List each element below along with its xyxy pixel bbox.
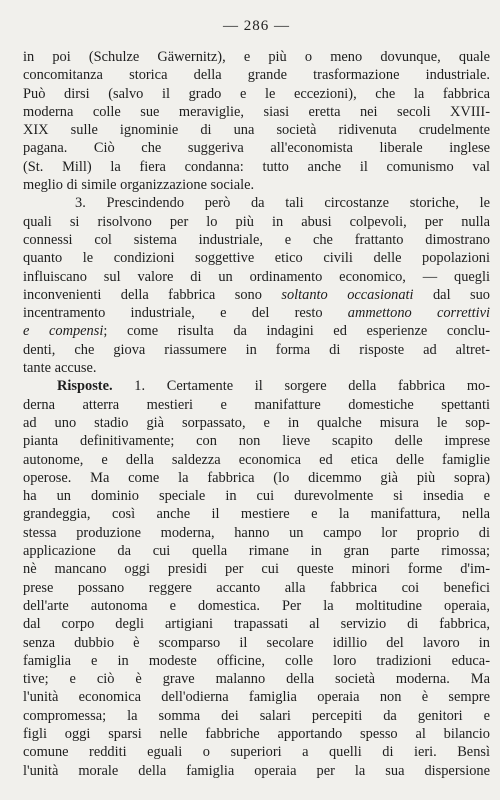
text-line: quali si risolvono per lo più in abusi colpevoli, per nulla: [23, 213, 490, 230]
text-line: famiglia e in modeste officine, colle loro tradizioni educa-: [23, 652, 490, 669]
text-line: influiscano sul valore di un ordinamento economico, — quegli: [23, 268, 490, 285]
text-line: in poi (Schulze Gäwernitz), e più o meno dovunque, quale: [23, 49, 490, 65]
text-line: e compensi; come risulta da indagini ed esperienze conclu-: [23, 323, 490, 340]
text-line: figli oggi sparsi nelle fabbriche apportando spesso al bilancio: [23, 725, 490, 742]
text-line: stessa produzione moderna, hanno un campo lor proprio di: [23, 524, 490, 541]
bold-heading: Risposte.: [57, 378, 113, 395]
text-line: comune redditi eguali o superiori a quelli di ieri. Bensì: [23, 744, 490, 761]
text-line: connessi col sistema industriale, e che frattanto dimostrano: [23, 231, 490, 248]
text-line: incentramento industriale, e del resto ammettono correttivi: [23, 305, 490, 322]
text-line: XIX sulle ignominie di una società ridivenuta crudelmente: [23, 122, 490, 139]
text-line: l'unità morale della famiglia operaia per la sua dispersione: [23, 762, 490, 779]
italic-emphasis: soltanto occasionati: [281, 286, 414, 303]
text-line: operose. Ma come la fabbrica (lo dicemmo già più sopra): [23, 469, 490, 486]
text-line: pianta definitivamente; con non lieve scapito delle imprese: [23, 433, 490, 450]
text-line: ha un dominio speciale in cui durevolmente si insedia e: [23, 488, 490, 505]
text-line: grandeggia, così anche il mestiere e la manifattura, nella: [23, 506, 490, 523]
text-line: ad uno stadio già sorpassato, e in qualche misura le sop-: [23, 414, 490, 431]
text-line: dell'arte autonoma e domestica. Per la moltitudine operaia,: [23, 597, 490, 614]
text-line: applicazione da cui quella rimane in gran parte rimossa;: [23, 543, 490, 560]
text-line: derna atterra mestieri e manifatture domestiche spettanti: [23, 396, 490, 413]
text-line: autonome, e della saldezza economica ed etica delle famiglie: [23, 451, 490, 468]
text-line: Può dirsi (salvo il grado e le eccezioni), che la fabbrica: [23, 85, 490, 102]
text-line: concomitanza storica della grande trasformazione industriale.: [23, 67, 490, 84]
text-line: tive; e ciò è grave malanno della società moderna. Ma: [23, 671, 490, 688]
page-number: — 286 —: [223, 18, 290, 34]
page-body-text: [23, 48, 490, 780]
text-line: quanto le condizioni soggettive etico civili delle popolazioni: [23, 250, 490, 267]
text-line: prese possano reggere accanto alla fabbrica coi benefici: [23, 579, 490, 596]
text-line: inconvenienti della fabbrica sono soltanto occasionati dal suo: [23, 286, 490, 303]
text-line: l'unità economica dell'odierna famiglia operaia non è sempre: [23, 689, 490, 706]
italic-emphasis: e compensi: [23, 323, 104, 340]
text-line: Risposte. 1. Certamente il sorgere della fabbrica mo-: [57, 378, 490, 395]
text-line: 3. Prescindendo però da tali circostanze storiche, le: [75, 195, 490, 212]
text-line: moderna colle sue meraviglie, siasi eretta nei secoli XVIII-: [23, 103, 490, 120]
text-line: (St. Mill) la fiera condanna: tutto anche il comunismo val: [23, 158, 490, 175]
text-line: dal corpo degli artigiani trapassati al servizio di fabbrica,: [23, 616, 490, 633]
text-line: nè mancano oggi presidi per cui queste minori forme d'im-: [23, 561, 490, 578]
text-line: pagana. Ciò che suggeriva all'economista liberale inglese: [23, 140, 490, 157]
text-line: senza dubbio è scomparso il secolare idillio del lavoro in: [23, 634, 490, 651]
text-line: meglio di simile organizzazione sociale.: [23, 177, 255, 194]
text-line: compromessa; la somma dei salari percepiti da genitori e: [23, 707, 490, 724]
text-line: tante accuse.: [23, 360, 97, 377]
italic-emphasis: ammettono correttivi: [347, 305, 490, 322]
text-line: denti, che giova riassumere in forma di risposte ad altret-: [23, 341, 490, 358]
